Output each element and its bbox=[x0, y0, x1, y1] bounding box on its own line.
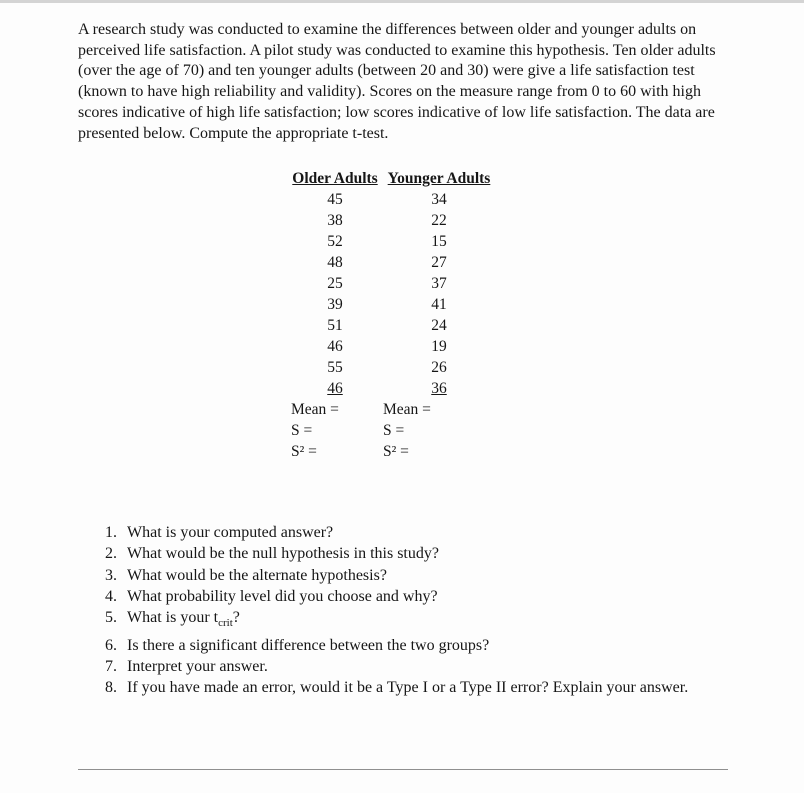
older-score: 52 bbox=[327, 233, 343, 250]
younger-score: 19 bbox=[431, 338, 447, 355]
younger-score-last bbox=[383, 378, 495, 399]
question-list bbox=[105, 522, 688, 699]
question-text: Interpret your answer. bbox=[127, 657, 268, 675]
table-row bbox=[291, 189, 495, 210]
problem-statement: A research study was conducted to examine the differences between older and younger adults on perceived life satisfaction. A pilot study was conducted to examine this hypothesis. Ten older adults (over the age of 70) and ten younger adults (between 20 and 30) were give a life satisfaction test (known to have high reliability and validity). Scores on the measure range from 0 to 60 with high scores indicative of high life satisfaction; low scores indicative of low life satisfaction. The data are presented below. Compute the appropriate t-test. bbox=[78, 21, 716, 142]
table-row bbox=[291, 336, 495, 357]
question-text-pre: What is your t bbox=[127, 609, 219, 627]
question-item bbox=[105, 677, 688, 698]
mean-label-younger: Mean = bbox=[383, 401, 431, 418]
question-text: What is your computed answer? bbox=[127, 524, 334, 541]
older-score: 46 bbox=[327, 338, 343, 355]
question-number: 8. bbox=[105, 679, 117, 697]
younger-score: 15 bbox=[431, 233, 447, 250]
mean-row bbox=[291, 399, 495, 420]
mean-label-older: Mean = bbox=[291, 401, 339, 418]
question-item bbox=[105, 656, 688, 677]
question-item bbox=[105, 635, 688, 656]
question-text-post: ? bbox=[232, 609, 240, 627]
older-score: 51 bbox=[327, 317, 343, 334]
s-label-younger: S = bbox=[383, 422, 405, 439]
younger-score: 34 bbox=[431, 191, 447, 208]
question-text: What probability level did you choose and why? bbox=[127, 587, 438, 605]
younger-score: 24 bbox=[431, 317, 447, 334]
top-divider bbox=[0, 0, 804, 3]
table-row bbox=[291, 210, 495, 231]
older-score: 39 bbox=[327, 296, 343, 313]
older-score: 45 bbox=[327, 191, 343, 208]
question-number: 1. bbox=[105, 524, 117, 541]
question-text: What would be the null hypothesis in this study? bbox=[127, 545, 439, 563]
question-item bbox=[105, 586, 688, 607]
s-squared-label-younger: S² = bbox=[383, 443, 409, 460]
table-row bbox=[291, 315, 495, 336]
question-text: Is there a significant difference between the two groups? bbox=[127, 636, 490, 654]
table-row bbox=[291, 273, 495, 294]
question-item bbox=[105, 565, 688, 586]
table-header-row bbox=[291, 168, 495, 189]
footer-divider bbox=[78, 769, 728, 770]
older-last-value: 46 bbox=[327, 380, 343, 397]
younger-last-value: 36 bbox=[431, 380, 447, 397]
table-row-total bbox=[291, 378, 495, 399]
question-item bbox=[105, 522, 688, 543]
subscript-crit: crit bbox=[218, 617, 233, 630]
older-score: 55 bbox=[327, 359, 343, 376]
older-score: 38 bbox=[327, 212, 343, 229]
question-text bbox=[127, 607, 240, 634]
table-row bbox=[291, 294, 495, 315]
question-text: What would be the alternate hypothesis? bbox=[127, 566, 387, 584]
question-number: 6. bbox=[105, 636, 117, 654]
question-number: 2. bbox=[105, 545, 117, 563]
table-row bbox=[291, 231, 495, 252]
younger-score: 22 bbox=[431, 212, 447, 229]
older-score: 25 bbox=[327, 275, 343, 292]
older-score: 48 bbox=[327, 254, 343, 271]
younger-adults-header: Younger Adults bbox=[387, 170, 491, 187]
question-item bbox=[105, 607, 688, 634]
s-squared-row bbox=[291, 441, 495, 462]
question-item bbox=[105, 543, 688, 564]
older-score-last bbox=[291, 378, 379, 399]
s-squared-label-older: S² = bbox=[291, 443, 317, 460]
question-text: If you have made an error, would it be a Type I or a Type II error? Explain your answer. bbox=[127, 679, 689, 697]
s-row bbox=[291, 420, 495, 441]
question-number: 4. bbox=[105, 587, 117, 605]
s-label-older: S = bbox=[291, 422, 313, 439]
younger-score: 41 bbox=[431, 296, 447, 313]
older-adults-header: Older Adults bbox=[292, 170, 378, 187]
question-number: 3. bbox=[105, 566, 117, 584]
younger-score: 37 bbox=[431, 275, 447, 292]
younger-score: 27 bbox=[431, 254, 447, 271]
younger-score: 26 bbox=[431, 359, 447, 376]
table-row bbox=[291, 252, 495, 273]
table-row bbox=[291, 357, 495, 378]
question-number: 7. bbox=[105, 657, 117, 675]
data-table bbox=[291, 168, 495, 462]
question-number: 5. bbox=[105, 609, 117, 627]
